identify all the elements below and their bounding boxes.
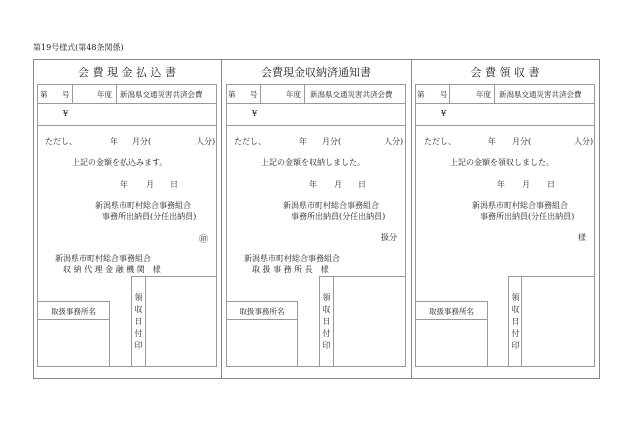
statement: 上記の金額を収納しました。: [261, 158, 365, 167]
panel-title: 会 費 領 収 書: [470, 66, 540, 79]
association-name: 新潟県交通災害共済会費: [120, 90, 203, 99]
yen-symbol: ¥: [441, 109, 447, 118]
seal-icon: ㊞: [199, 235, 209, 245]
receipt-stamp-label: 領収日付印: [511, 293, 520, 353]
date-day: 日: [547, 180, 555, 189]
tadashi-label: ただし、: [45, 137, 77, 146]
form-number: 第19号様式(第48条関係): [33, 43, 124, 52]
date-month: 月: [146, 180, 154, 189]
issuer-title: 事務所出納員(分任出納員): [102, 212, 197, 221]
handling-mark: 扱分: [381, 233, 397, 242]
association-name: 新潟県交通災害共済会費: [310, 90, 393, 99]
addressee-org: 新潟県市町村総合事務組合: [55, 254, 151, 263]
tadashi-label: ただし、: [424, 137, 456, 146]
persons-label: 人分): [574, 137, 594, 146]
issuer-title: 事務所出納員(分任出納員): [480, 212, 575, 221]
issuer-org: 新潟県市町村総合事務組合: [472, 201, 568, 210]
receipt-stamp-label: 領収日付印: [134, 293, 143, 353]
date-day: 日: [358, 180, 366, 189]
office-name-label: 取扱事務所名: [51, 307, 96, 316]
persons-label: 人分): [196, 137, 216, 146]
fiscal-year-label: 年度: [97, 90, 112, 99]
persons-label: 人分): [384, 137, 404, 146]
year-label: 年: [110, 137, 118, 146]
number-label-prefix: 第: [40, 90, 48, 99]
month-part-label: 月分(: [132, 137, 152, 146]
panel-divider: [221, 59, 222, 379]
date-day: 日: [170, 180, 178, 189]
receipt-stamp-label: 領収日付印: [322, 293, 331, 353]
issuer-org: 新潟県市町村総合事務組合: [283, 201, 379, 210]
panel-divider: [411, 59, 412, 379]
year-label: 年: [299, 137, 307, 146]
month-part-label: 月分(: [322, 137, 342, 146]
issuer-title: 事務所出納員(分任出納員): [291, 212, 386, 221]
addressee-title: 取 扱 事 務 所 長 様: [252, 265, 329, 274]
panel-title: 会 費 現 金 払 込 書: [78, 66, 176, 79]
date-year: 年: [497, 180, 505, 189]
date-month: 月: [522, 180, 530, 189]
issuer-org: 新潟県市町村総合事務組合: [95, 201, 191, 210]
statement: 上記の金額を領収しました。: [450, 158, 554, 167]
number-label-suffix: 号: [62, 90, 70, 99]
honorific-mark: 様: [578, 233, 586, 242]
fiscal-year-label: 年度: [286, 90, 301, 99]
statement: 上記の金額を払込みます。: [72, 158, 168, 167]
number-label-prefix: 第: [417, 90, 425, 99]
date-month: 月: [334, 180, 342, 189]
fiscal-year-label: 年度: [476, 90, 491, 99]
date-year: 年: [309, 180, 317, 189]
association-name: 新潟県交通災害共済会費: [499, 90, 582, 99]
number-label-suffix: 号: [250, 90, 258, 99]
tadashi-label: ただし、: [234, 137, 266, 146]
year-label: 年: [488, 137, 496, 146]
number-label-prefix: 第: [228, 90, 236, 99]
date-year: 年: [120, 180, 128, 189]
office-name-label: 取扱事務所名: [239, 307, 285, 316]
yen-symbol: ¥: [252, 109, 258, 118]
yen-symbol: ¥: [63, 109, 69, 118]
addressee-title: 収 納 代 理 金 融 機 関 様: [63, 265, 161, 274]
panel-title: 会費現金収納済通知書: [261, 66, 371, 79]
office-name-label: 取扱事務所名: [429, 307, 474, 316]
number-label-suffix: 号: [440, 90, 448, 99]
month-part-label: 月分(: [512, 137, 532, 146]
addressee-org: 新潟県市町村総合事務組合: [244, 254, 340, 263]
